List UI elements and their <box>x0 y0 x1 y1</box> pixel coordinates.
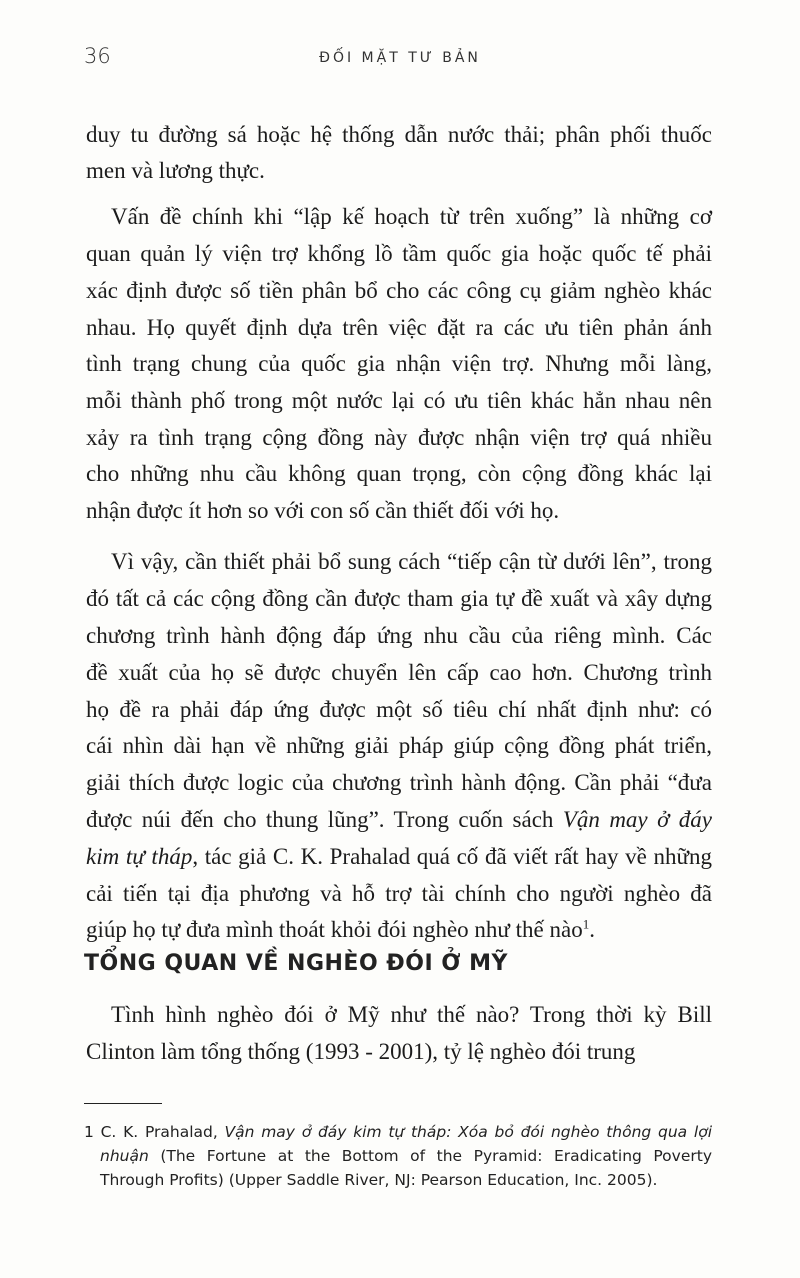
footnote-ref[interactable]: tình trạng chung của quốc gia nhận viện trợ. Nhưng mỗi làng, <box>86 351 712 376</box>
footnote-ref[interactable]: 1 C. K. Prahalad, <box>84 1123 225 1141</box>
text-line <box>86 351 712 388</box>
footnote-line <box>84 1123 712 1147</box>
text-line <box>86 917 712 954</box>
footnote-ref[interactable]: giải thích được logic của chương trình hành động. Cần phải “đưa <box>86 770 712 795</box>
footnote-ref[interactable]: xác định được số tiền phân bổ cho các công cụ giảm nghèo khác <box>86 278 712 303</box>
footnote-ref[interactable]: Vấn đề chính khi “lập kế hoạch từ trên xuống” là những cơ <box>111 204 712 229</box>
running-title: ĐỐI MẶT TƯ BẢN <box>319 50 481 66</box>
footnote-ref[interactable]: duy tu đường sá hoặc hệ thống dẫn nước thải; phân phối thuốc <box>86 122 712 147</box>
text-line <box>86 498 712 535</box>
text-line <box>86 158 712 195</box>
footnote-ref[interactable]: đề xuất của họ sẽ được chuyển lên cấp cao hơn. Chương trình <box>86 660 712 685</box>
text-line <box>86 122 712 159</box>
footnote-ref[interactable]: quan quản lý viện trợ khổng lồ tầm quốc gia hoặc quốc tế phải <box>86 241 712 266</box>
text-line <box>86 807 712 844</box>
italic-text: nhuận <box>100 1147 149 1165</box>
footnote-ref[interactable]: giúp họ tự đưa mình thoát khỏi đói nghèo như thế nào <box>86 917 583 942</box>
footnote-ref[interactable]: nhận được ít hơn so với con số cần thiết đối với họ. <box>86 498 560 523</box>
text-line <box>86 844 712 881</box>
text-line <box>111 549 712 586</box>
footnote-ref[interactable]: xảy ra tình trạng cộng đồng này được nhận viện trợ quá nhiều <box>86 425 712 450</box>
italic-text: Vận may ở đáy <box>562 807 712 832</box>
text-line <box>86 697 712 734</box>
text-line <box>86 733 712 770</box>
text-line <box>86 388 712 425</box>
footnote-ref[interactable]: Tình hình nghèo đói ở Mỹ như thế nào? Trong thời kỳ Bill <box>111 1002 712 1027</box>
footnote-ref[interactable]: (The Fortune at the Bottom of the Pyramid: Eradicating Poverty <box>148 1147 712 1165</box>
footnote-ref[interactable]: , tác giả C. K. Prahalad quá cố đã viết rất hay về những <box>192 844 712 869</box>
italic-text: Vận may ở đáy kim tự tháp: Xóa bỏ đói nghèo thông qua lợi <box>224 1123 713 1141</box>
text-line <box>86 425 712 462</box>
footnote-ref[interactable]: cái nhìn dài hạn về những giải pháp giúp cộng đồng phát triển, <box>86 733 712 758</box>
footnote-divider <box>84 1103 162 1104</box>
text-line <box>111 204 712 241</box>
footnote-ref[interactable]: chương trình hành động đáp ứng nhu cầu của riêng mình. Các <box>86 623 712 648</box>
footnote-ref[interactable]: Through Profits) (Upper Saddle River, NJ: Pearson Education, Inc. 2005). <box>100 1171 658 1189</box>
footnote-ref[interactable]: Vì vậy, cần thiết phải bổ sung cách “tiếp cận từ dưới lên”, trong <box>111 549 712 574</box>
text-line <box>86 770 712 807</box>
footnote-ref[interactable]: mỗi thành phố trong một nước lại có ưu tiên khác hẳn nhau nên <box>86 388 712 413</box>
footnote-ref[interactable]: 1 <box>582 916 590 932</box>
footnote-ref[interactable]: cải tiến tại địa phương và hỗ trợ tài chính cho người nghèo đã <box>86 881 712 906</box>
text-line <box>86 623 712 660</box>
text-line <box>86 586 712 623</box>
text-line <box>86 315 712 352</box>
section-heading: TỔNG QUAN VỀ NGHÈO ĐÓI Ở MỸ <box>84 951 508 976</box>
italic-text: kim tự tháp <box>86 844 193 869</box>
text-line <box>86 278 712 315</box>
page-number: 36 <box>84 44 111 68</box>
text-line <box>86 1039 712 1076</box>
text-line <box>86 241 712 278</box>
footnote-line <box>100 1147 712 1171</box>
footnote-ref[interactable]: đó tất cả các cộng đồng cần được tham gia tự đề xuất và xây dựng <box>86 586 712 611</box>
text-line <box>86 881 712 918</box>
text-line <box>111 1002 712 1039</box>
footnote-ref[interactable]: . <box>589 917 595 942</box>
text-line <box>86 660 712 697</box>
footnote-ref[interactable]: nhau. Họ quyết định dựa trên việc đặt ra các ưu tiên phản ánh <box>86 315 712 340</box>
footnote-ref[interactable]: Clinton làm tổng thống (1993 - 2001), tỷ lệ nghèo đói trung <box>86 1039 636 1064</box>
footnote-line <box>100 1171 712 1195</box>
text-line <box>86 461 712 498</box>
footnote-ref[interactable]: được núi đến cho thung lũng”. Trong cuốn sách <box>86 807 563 832</box>
footnote-ref[interactable]: cho những nhu cầu không quan trọng, còn cộng đồng khác lại <box>86 461 712 486</box>
footnote-ref[interactable]: men và lương thực. <box>86 158 265 183</box>
footnote-ref[interactable]: họ đề ra phải đáp ứng được một số tiêu chí nhất định như: có <box>86 697 712 722</box>
